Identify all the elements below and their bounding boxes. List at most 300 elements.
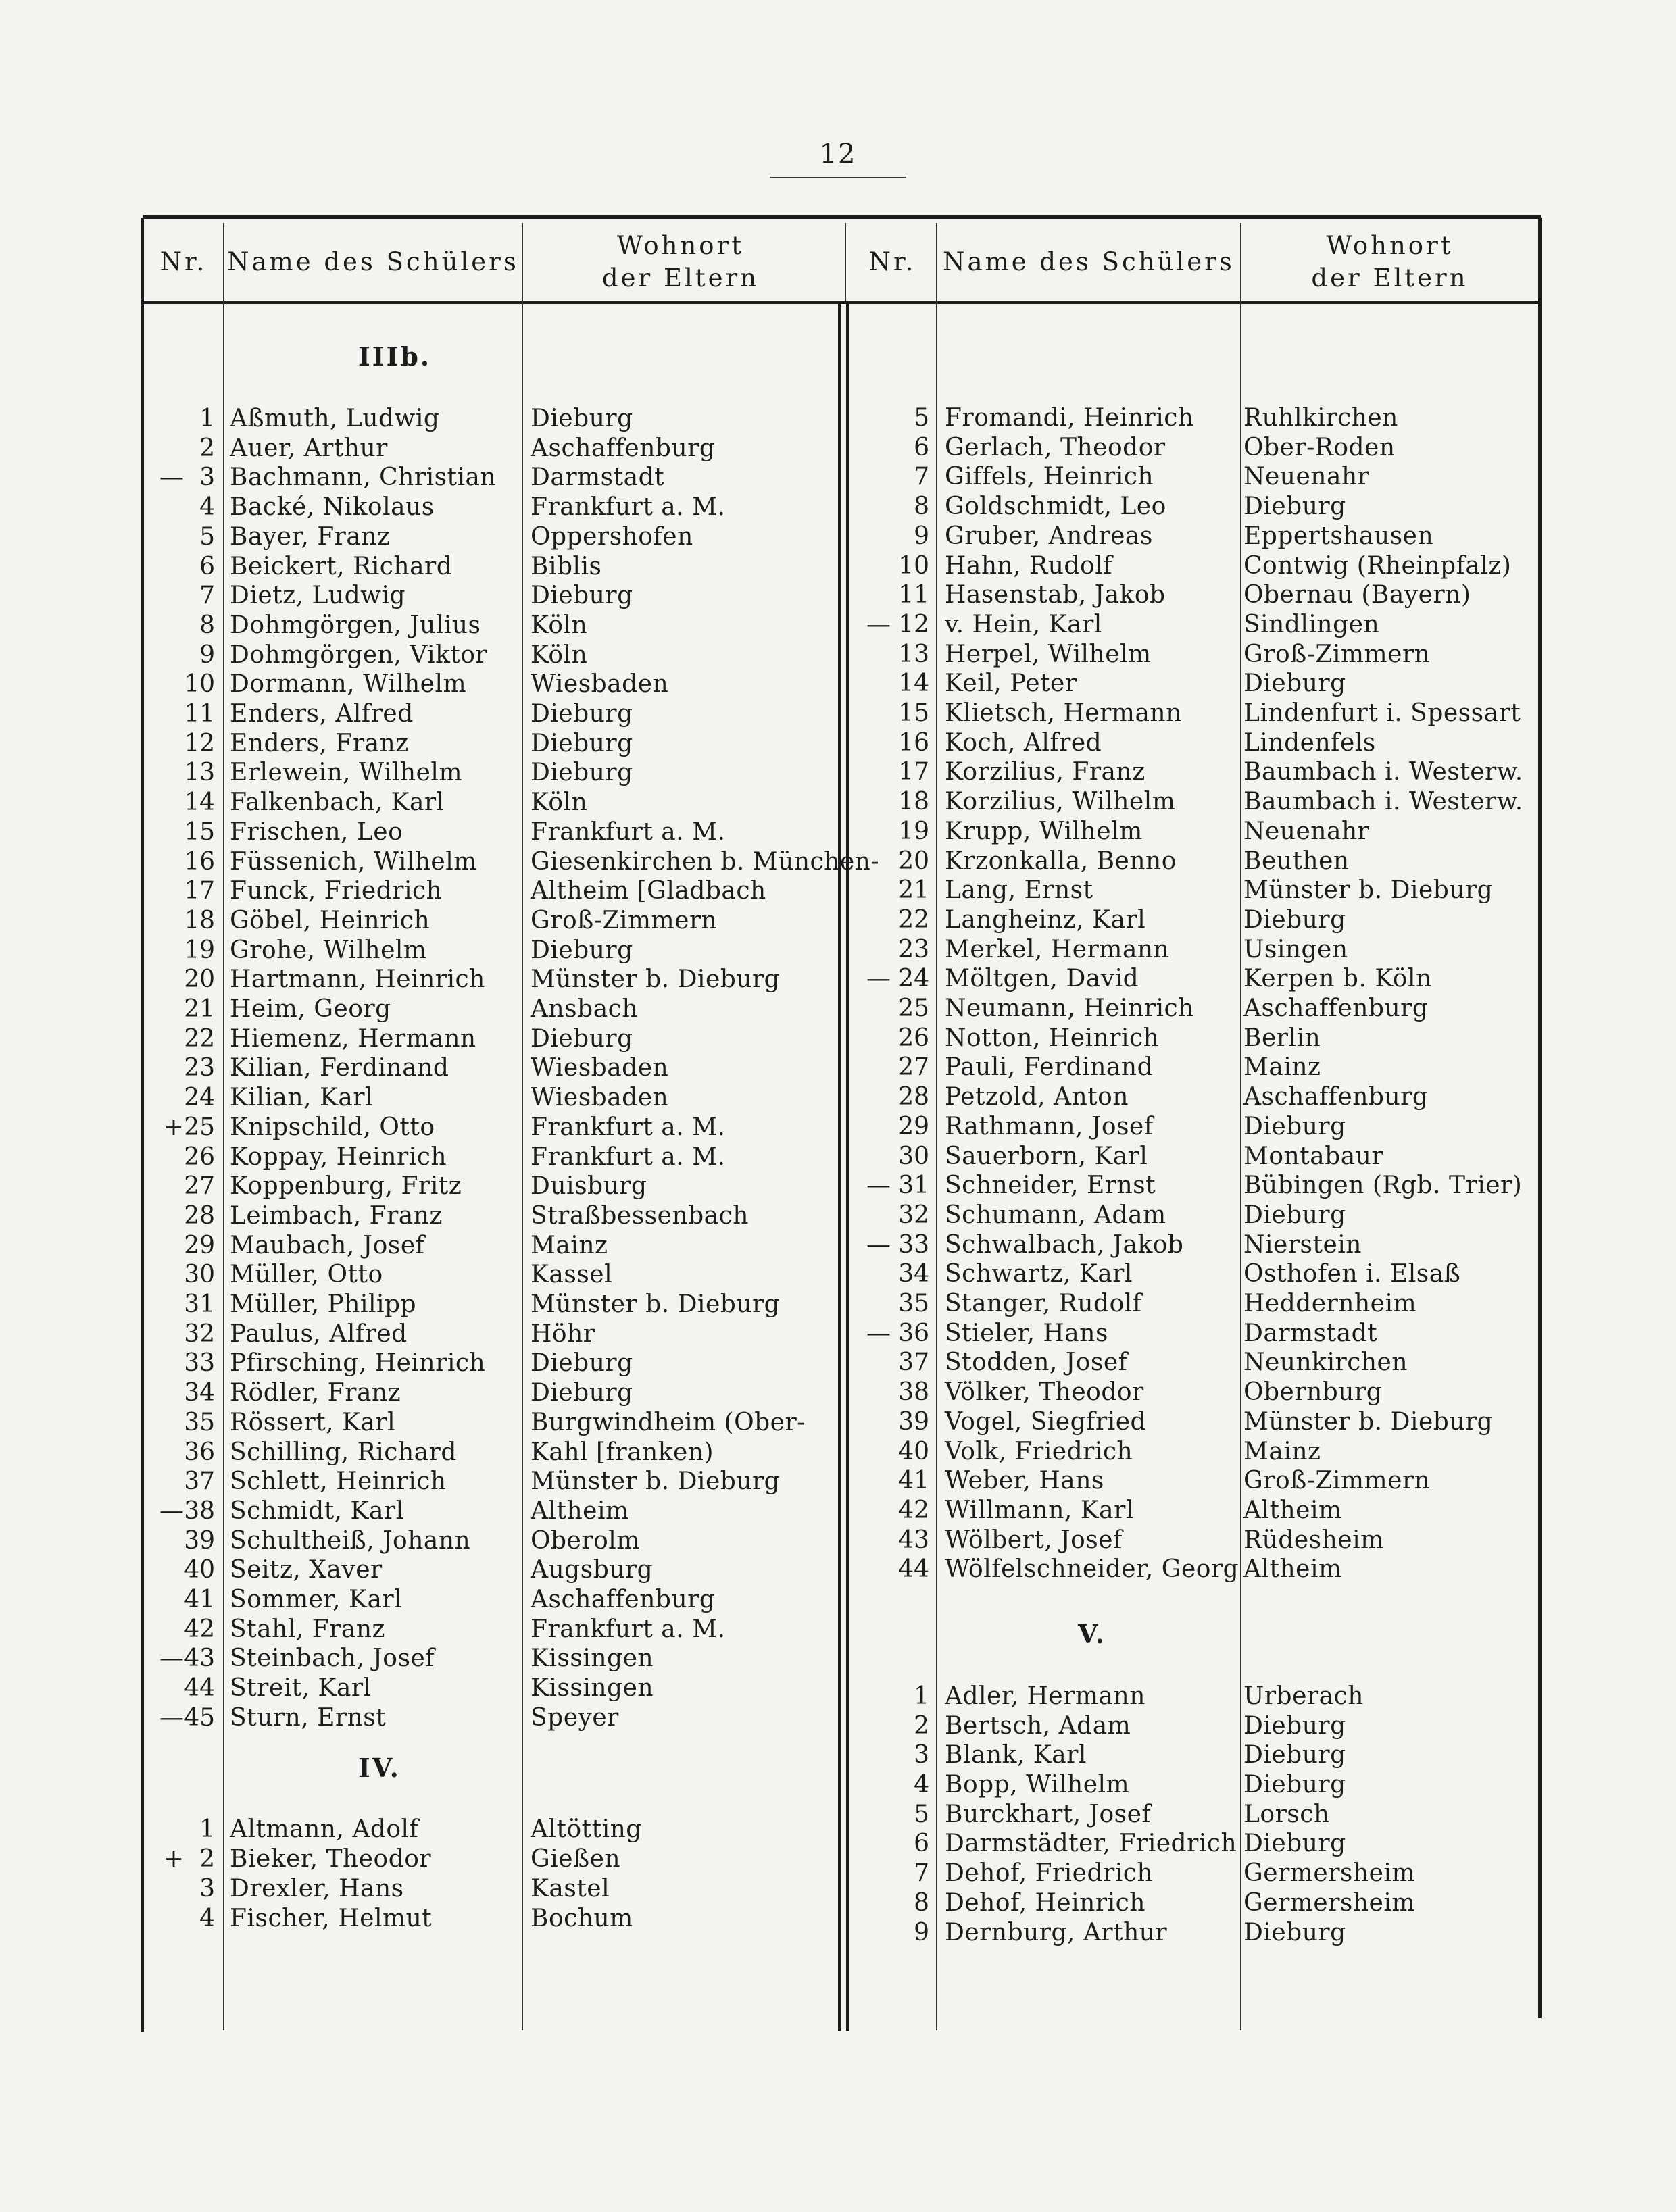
student-name: Aßmuth, Ludwig bbox=[230, 405, 440, 432]
row-number: 19 bbox=[184, 936, 215, 964]
parents-residence: Darmstadt bbox=[1243, 1319, 1378, 1347]
deceased-mark: — bbox=[159, 1704, 184, 1732]
row-number: 5 bbox=[914, 1801, 929, 1828]
row-number: 24 bbox=[184, 1084, 215, 1111]
row-number: 38 bbox=[184, 1497, 215, 1525]
parents-residence: Neuenahr bbox=[1243, 818, 1370, 845]
student-name: Volk, Friedrich bbox=[945, 1438, 1133, 1465]
row-number: 4 bbox=[199, 493, 215, 521]
row-number: 10 bbox=[184, 670, 215, 698]
parents-residence: Lindenfurt i. Spessart bbox=[1243, 699, 1521, 727]
row-number: 14 bbox=[184, 788, 215, 816]
parents-residence: Wiesbaden bbox=[531, 1054, 669, 1082]
parents-residence: Münster b. Dieburg bbox=[531, 1467, 781, 1495]
student-name: Maubach, Josef bbox=[230, 1232, 425, 1259]
row-number: 17 bbox=[898, 758, 929, 786]
row-number: 37 bbox=[898, 1349, 929, 1376]
header-residence-line2: der Eltern bbox=[1311, 263, 1469, 293]
row-number: 32 bbox=[184, 1320, 215, 1348]
student-name: Willmann, Karl bbox=[945, 1497, 1134, 1524]
student-name: Koch, Alfred bbox=[945, 729, 1102, 757]
parents-residence: Frankfurt a. M. bbox=[531, 818, 726, 846]
row-number: 40 bbox=[184, 1556, 215, 1584]
row-number: 33 bbox=[898, 1231, 929, 1259]
parents-residence: Ruhlkirchen bbox=[1243, 404, 1398, 432]
parents-residence: Burgwindheim (Ober- bbox=[531, 1409, 806, 1436]
parents-residence: Kassel bbox=[531, 1261, 613, 1288]
parents-residence: Dieburg bbox=[1243, 906, 1346, 934]
middle-double-rule bbox=[838, 301, 841, 2031]
student-name: Gruber, Andreas bbox=[945, 522, 1153, 550]
student-name: Funck, Friedrich bbox=[230, 877, 443, 905]
parents-residence: Dieburg bbox=[1243, 493, 1346, 520]
row-number: 41 bbox=[184, 1586, 215, 1613]
parents-residence: Höhr bbox=[531, 1320, 595, 1348]
parents-residence: Köln bbox=[531, 641, 588, 669]
row-number: 21 bbox=[898, 876, 929, 904]
parents-residence: Münster b. Dieburg bbox=[531, 1290, 781, 1318]
student-name: Erlewein, Wilhelm bbox=[230, 759, 463, 786]
student-name: Streit, Karl bbox=[230, 1674, 372, 1702]
student-name: Rathmann, Josef bbox=[945, 1113, 1154, 1140]
row-number: 11 bbox=[898, 581, 929, 609]
student-name: Vogel, Siegfried bbox=[945, 1408, 1147, 1436]
row-number: 44 bbox=[184, 1674, 215, 1702]
header-name-label: Name des Schülers bbox=[227, 247, 519, 276]
deceased-mark: + bbox=[163, 1845, 184, 1873]
parents-residence: Lindenfels bbox=[1243, 729, 1376, 757]
row-number: 25 bbox=[184, 1113, 215, 1141]
row-number: 45 bbox=[184, 1704, 215, 1732]
student-name: Bayer, Franz bbox=[230, 523, 391, 551]
student-name: Schneider, Ernst bbox=[945, 1172, 1156, 1199]
row-number: 4 bbox=[199, 1905, 215, 1932]
row-number: 25 bbox=[898, 995, 929, 1022]
student-name: Steinbach, Josef bbox=[230, 1644, 435, 1672]
header-name-right bbox=[937, 223, 1240, 301]
row-number: 21 bbox=[184, 995, 215, 1023]
student-name: Hiemenz, Hermann bbox=[230, 1025, 476, 1053]
row-number: 24 bbox=[898, 965, 929, 992]
row-number: 34 bbox=[184, 1379, 215, 1407]
student-name: Schmidt, Karl bbox=[230, 1497, 404, 1525]
header-nr-left bbox=[144, 223, 223, 301]
student-name: Dohmgörgen, Viktor bbox=[230, 641, 488, 669]
student-name: Burckhart, Josef bbox=[945, 1801, 1152, 1828]
student-name: Leimbach, Franz bbox=[230, 1202, 443, 1230]
row-number: 5 bbox=[914, 404, 929, 432]
parents-residence: Frankfurt a. M. bbox=[531, 1143, 726, 1171]
parents-residence: Berlin bbox=[1243, 1024, 1321, 1052]
column-divider bbox=[522, 223, 523, 2030]
student-name: Korzilius, Wilhelm bbox=[945, 788, 1176, 815]
row-number: 3 bbox=[914, 1741, 929, 1769]
row-number: 2 bbox=[199, 1845, 215, 1873]
parents-residence: Altheim bbox=[1243, 1555, 1342, 1583]
parents-residence: Oppershofen bbox=[531, 523, 693, 551]
row-number: 34 bbox=[898, 1260, 929, 1288]
header-bottom-rule bbox=[143, 301, 1541, 304]
parents-residence: Ober-Roden bbox=[1243, 434, 1396, 461]
parents-residence: Kastel bbox=[531, 1875, 610, 1903]
row-number: 43 bbox=[184, 1644, 215, 1672]
header-nr-right bbox=[849, 223, 936, 301]
student-name: Falkenbach, Karl bbox=[230, 788, 445, 816]
header-residence-line1: Wohnort bbox=[616, 230, 745, 260]
student-name: Stieler, Hans bbox=[945, 1319, 1108, 1347]
row-number: 12 bbox=[898, 611, 929, 638]
deceased-mark: + bbox=[163, 1113, 184, 1141]
parents-residence: Mainz bbox=[531, 1232, 608, 1259]
parents-residence: Aschaffenburg bbox=[1243, 1083, 1429, 1111]
parents-residence: Dieburg bbox=[531, 1379, 633, 1407]
student-name: Adler, Hermann bbox=[945, 1682, 1145, 1710]
student-name: Gerlach, Theodor bbox=[945, 434, 1166, 461]
page-number-rule bbox=[770, 177, 906, 178]
row-number: 33 bbox=[184, 1349, 215, 1377]
parents-residence: Dieburg bbox=[531, 759, 633, 786]
student-name: Kilian, Ferdinand bbox=[230, 1054, 449, 1082]
parents-residence: Groß-Zimmern bbox=[1243, 640, 1431, 668]
section-title: IV. bbox=[358, 1752, 401, 1783]
row-number: 40 bbox=[898, 1438, 929, 1465]
parents-residence: Münster b. Dieburg bbox=[1243, 876, 1494, 904]
row-number: 31 bbox=[898, 1172, 929, 1199]
student-name: Stahl, Franz bbox=[230, 1615, 385, 1643]
row-number: 41 bbox=[898, 1467, 929, 1494]
row-number: 9 bbox=[914, 522, 929, 550]
header-residence-line2: der Eltern bbox=[601, 263, 760, 293]
parents-residence: Kerpen b. Köln bbox=[1243, 965, 1432, 992]
parents-residence: Nierstein bbox=[1243, 1231, 1362, 1259]
parents-residence: Kissingen bbox=[531, 1674, 654, 1702]
parents-residence: Obernburg bbox=[1243, 1378, 1383, 1406]
student-name: Koppay, Heinrich bbox=[230, 1143, 447, 1171]
student-name: Koppenburg, Fritz bbox=[230, 1172, 462, 1200]
row-number: 43 bbox=[898, 1526, 929, 1554]
parents-residence: Köln bbox=[531, 611, 588, 639]
row-number: 32 bbox=[898, 1201, 929, 1229]
parents-residence: Duisburg bbox=[531, 1172, 647, 1200]
row-number: 28 bbox=[898, 1083, 929, 1111]
row-number: 36 bbox=[184, 1438, 215, 1466]
page-number: 12 bbox=[819, 139, 857, 170]
row-number: 8 bbox=[914, 1889, 929, 1917]
row-number: 22 bbox=[184, 1025, 215, 1053]
student-name: Schilling, Richard bbox=[230, 1438, 457, 1466]
student-name: Neumann, Heinrich bbox=[945, 995, 1194, 1022]
row-number: 11 bbox=[184, 700, 215, 728]
row-number: 15 bbox=[898, 699, 929, 727]
deceased-mark: — bbox=[866, 1319, 891, 1347]
student-name: Beickert, Richard bbox=[230, 553, 453, 580]
student-name: Sturn, Ernst bbox=[230, 1704, 387, 1732]
parents-residence: Heddernheim bbox=[1243, 1290, 1417, 1317]
parents-residence: Altheim bbox=[531, 1497, 629, 1525]
row-number: 26 bbox=[184, 1143, 215, 1171]
parents-residence: Giesenkirchen b. München- bbox=[531, 848, 880, 876]
parents-residence: Frankfurt a. M. bbox=[531, 1113, 726, 1141]
header-residence-right bbox=[1241, 223, 1538, 301]
row-number: 8 bbox=[914, 493, 929, 520]
parents-residence: Ansbach bbox=[531, 995, 639, 1023]
student-name: v. Hein, Karl bbox=[945, 611, 1102, 638]
student-name: Rössert, Karl bbox=[230, 1409, 396, 1436]
parents-residence: Dieburg bbox=[531, 1349, 633, 1377]
parents-residence: Aschaffenburg bbox=[531, 1586, 716, 1613]
student-name: Keil, Peter bbox=[945, 670, 1077, 697]
student-name: Sauerborn, Karl bbox=[945, 1142, 1148, 1170]
row-number: 6 bbox=[914, 1830, 929, 1857]
parents-residence: Germersheim bbox=[1243, 1889, 1416, 1917]
row-number: 30 bbox=[898, 1142, 929, 1170]
student-name: Müller, Philipp bbox=[230, 1290, 417, 1318]
parents-residence: Lorsch bbox=[1243, 1801, 1330, 1828]
parents-residence: Dieburg bbox=[1243, 1113, 1346, 1140]
student-name: Krzonkalla, Benno bbox=[945, 847, 1177, 875]
parents-residence: Neuenahr bbox=[1243, 463, 1370, 491]
parents-residence: Münster b. Dieburg bbox=[531, 965, 781, 993]
parents-residence: Groß-Zimmern bbox=[531, 907, 718, 934]
parents-residence: Beuthen bbox=[1243, 847, 1350, 875]
row-number: 20 bbox=[184, 965, 215, 993]
student-name: Bertsch, Adam bbox=[945, 1712, 1131, 1740]
parents-residence: Münster b. Dieburg bbox=[1243, 1408, 1494, 1436]
student-name: Möltgen, David bbox=[945, 965, 1139, 992]
student-name: Göbel, Heinrich bbox=[230, 907, 430, 934]
student-name: Frischen, Leo bbox=[230, 818, 403, 846]
row-number: 5 bbox=[199, 523, 215, 551]
section-title: IIIb. bbox=[358, 341, 432, 372]
row-number: 23 bbox=[898, 936, 929, 963]
parents-residence: Baumbach i. Westerw. bbox=[1243, 758, 1523, 786]
parents-residence: Bochum bbox=[531, 1905, 633, 1932]
parents-residence: Kissingen bbox=[531, 1644, 654, 1672]
student-name: Rödler, Franz bbox=[230, 1379, 401, 1407]
student-name: Herpel, Wilhelm bbox=[945, 640, 1152, 668]
student-name: Füssenich, Wilhelm bbox=[230, 848, 477, 876]
row-number: 1 bbox=[914, 1682, 929, 1710]
student-name: Schultheiß, Johann bbox=[230, 1527, 471, 1555]
row-number: 42 bbox=[184, 1615, 215, 1643]
student-name: Stanger, Rudolf bbox=[945, 1290, 1142, 1317]
parents-residence: Mainz bbox=[1243, 1053, 1321, 1081]
student-name: Backé, Nikolaus bbox=[230, 493, 435, 521]
row-number: 31 bbox=[184, 1290, 215, 1318]
row-number: 30 bbox=[184, 1261, 215, 1288]
row-number: 3 bbox=[199, 463, 215, 491]
parents-residence: Dieburg bbox=[531, 582, 633, 609]
header-name-left bbox=[224, 223, 522, 301]
deceased-mark: — bbox=[159, 1497, 184, 1525]
row-number: 1 bbox=[199, 1815, 215, 1843]
row-number: 13 bbox=[184, 759, 215, 786]
row-number: 18 bbox=[898, 788, 929, 815]
student-name: Wölfelschneider, Georg bbox=[945, 1555, 1239, 1583]
parents-residence: Dieburg bbox=[531, 700, 633, 728]
student-name: Petzold, Anton bbox=[945, 1083, 1129, 1111]
parents-residence: Urberach bbox=[1243, 1682, 1364, 1710]
row-number: 17 bbox=[184, 877, 215, 905]
row-number: 42 bbox=[898, 1497, 929, 1524]
row-number: 9 bbox=[914, 1919, 929, 1946]
middle-double-rule bbox=[846, 301, 849, 2031]
parents-residence: Augsburg bbox=[531, 1556, 654, 1584]
student-name: Stodden, Josef bbox=[945, 1349, 1128, 1376]
row-number: 15 bbox=[184, 818, 215, 846]
student-name: Hartmann, Heinrich bbox=[230, 965, 485, 993]
parents-residence: Altheim [Gladbach bbox=[531, 877, 766, 905]
row-number: 7 bbox=[199, 582, 215, 609]
parents-residence: Dieburg bbox=[1243, 1712, 1346, 1740]
row-number: 14 bbox=[898, 670, 929, 697]
deceased-mark: — bbox=[866, 1172, 891, 1199]
parents-residence: Dieburg bbox=[1243, 1830, 1346, 1857]
parents-residence: Osthofen i. Elsaß bbox=[1243, 1260, 1461, 1288]
student-name: Sommer, Karl bbox=[230, 1586, 403, 1613]
header-residence-line1: Wohnort bbox=[1326, 230, 1454, 260]
parents-residence: Groß-Zimmern bbox=[1243, 1467, 1431, 1494]
parents-residence: Contwig (Rheinpfalz) bbox=[1243, 552, 1512, 580]
parents-residence: Bübingen (Rgb. Trier) bbox=[1243, 1172, 1523, 1199]
student-name: Dehof, Heinrich bbox=[945, 1889, 1145, 1917]
student-name: Völker, Theodor bbox=[945, 1378, 1144, 1406]
student-name: Klietsch, Hermann bbox=[945, 699, 1182, 727]
student-name: Seitz, Xaver bbox=[230, 1556, 383, 1584]
student-name: Bachmann, Christian bbox=[230, 463, 497, 491]
student-name: Wölbert, Josef bbox=[945, 1526, 1123, 1554]
header-residence-left bbox=[523, 223, 838, 301]
section-title: V. bbox=[1078, 1619, 1107, 1649]
column-divider bbox=[845, 223, 846, 301]
student-name: Hasenstab, Jakob bbox=[945, 581, 1166, 609]
parents-residence: Rüdesheim bbox=[1243, 1526, 1384, 1554]
student-name: Kilian, Karl bbox=[230, 1084, 374, 1111]
student-name: Giffels, Heinrich bbox=[945, 463, 1154, 491]
student-name: Paulus, Alfred bbox=[230, 1320, 408, 1348]
row-number: 29 bbox=[898, 1113, 929, 1140]
row-number: 6 bbox=[199, 553, 215, 580]
column-divider bbox=[936, 223, 937, 2030]
parents-residence: Dieburg bbox=[1243, 670, 1346, 697]
deceased-mark: — bbox=[866, 1231, 891, 1259]
row-number: 44 bbox=[898, 1555, 929, 1583]
deceased-mark: — bbox=[159, 463, 184, 491]
row-number: 3 bbox=[199, 1875, 215, 1903]
student-name: Merkel, Hermann bbox=[945, 936, 1170, 963]
row-number: 7 bbox=[914, 1859, 929, 1887]
parents-residence: Aschaffenburg bbox=[531, 434, 716, 462]
row-number: 29 bbox=[184, 1232, 215, 1259]
parents-residence: Montabaur bbox=[1243, 1142, 1384, 1170]
parents-residence: Dieburg bbox=[1243, 1741, 1346, 1769]
parents-residence: Aschaffenburg bbox=[1243, 995, 1429, 1022]
row-number: 27 bbox=[184, 1172, 215, 1200]
student-name: Enders, Alfred bbox=[230, 700, 414, 728]
table-right-rule bbox=[1538, 218, 1542, 2018]
student-name: Dormann, Wilhelm bbox=[230, 670, 467, 698]
deceased-mark: — bbox=[866, 611, 891, 638]
student-name: Notton, Heinrich bbox=[945, 1024, 1160, 1052]
student-name: Blank, Karl bbox=[945, 1741, 1087, 1769]
parents-residence: Köln bbox=[531, 788, 588, 816]
row-number: 22 bbox=[898, 906, 929, 934]
student-name: Goldschmidt, Leo bbox=[945, 493, 1166, 520]
row-number: 35 bbox=[184, 1409, 215, 1436]
parents-residence: Altheim bbox=[1243, 1497, 1342, 1524]
parents-residence: Altötting bbox=[531, 1815, 642, 1843]
row-number: 28 bbox=[184, 1202, 215, 1230]
row-number: 13 bbox=[898, 640, 929, 668]
student-name: Drexler, Hans bbox=[230, 1875, 404, 1903]
header-nr-label: Nr. bbox=[868, 247, 916, 276]
student-name: Fromandi, Heinrich bbox=[945, 404, 1194, 432]
row-number: 10 bbox=[898, 552, 929, 580]
student-name: Dehof, Friedrich bbox=[945, 1859, 1154, 1887]
student-name: Krupp, Wilhelm bbox=[945, 818, 1143, 845]
student-name: Pauli, Ferdinand bbox=[945, 1053, 1154, 1081]
parents-residence: Wiesbaden bbox=[531, 670, 669, 698]
student-name: Darmstädter, Friedrich bbox=[945, 1830, 1237, 1857]
student-name: Dietz, Ludwig bbox=[230, 582, 406, 609]
row-number: 39 bbox=[898, 1408, 929, 1436]
row-number: 16 bbox=[898, 729, 929, 757]
parents-residence: Straßbessenbach bbox=[531, 1202, 749, 1230]
parents-residence: Baumbach i. Westerw. bbox=[1243, 788, 1523, 815]
parents-residence: Neunkirchen bbox=[1243, 1349, 1408, 1376]
student-name: Fischer, Helmut bbox=[230, 1905, 433, 1932]
parents-residence: Dieburg bbox=[531, 730, 633, 757]
student-name: Bopp, Wilhelm bbox=[945, 1771, 1130, 1799]
row-number: 19 bbox=[898, 818, 929, 845]
parents-residence: Biblis bbox=[531, 553, 602, 580]
deceased-mark: — bbox=[159, 1644, 184, 1672]
row-number: 20 bbox=[898, 847, 929, 875]
row-number: 12 bbox=[184, 730, 215, 757]
row-number: 38 bbox=[898, 1378, 929, 1406]
student-name: Grohe, Wilhelm bbox=[230, 936, 427, 964]
student-name: Enders, Franz bbox=[230, 730, 409, 757]
student-name: Schlett, Heinrich bbox=[230, 1467, 447, 1495]
student-name: Schwalbach, Jakob bbox=[945, 1231, 1184, 1259]
student-name: Dernburg, Arthur bbox=[945, 1919, 1168, 1946]
student-name: Korzilius, Franz bbox=[945, 758, 1145, 786]
header-name-label: Name des Schülers bbox=[943, 247, 1235, 276]
row-number: 36 bbox=[898, 1319, 929, 1347]
student-name: Müller, Otto bbox=[230, 1261, 383, 1288]
parents-residence: Dieburg bbox=[1243, 1919, 1346, 1946]
row-number: 6 bbox=[914, 434, 929, 461]
row-number: 37 bbox=[184, 1467, 215, 1495]
parents-residence: Sindlingen bbox=[1243, 611, 1380, 638]
parents-residence: Gießen bbox=[531, 1845, 621, 1873]
header-nr-label: Nr. bbox=[159, 247, 207, 276]
student-name: Knipschild, Otto bbox=[230, 1113, 435, 1141]
row-number: 8 bbox=[199, 611, 215, 639]
student-name: Schwartz, Karl bbox=[945, 1260, 1133, 1288]
parents-residence: Oberolm bbox=[531, 1527, 640, 1555]
parents-residence: Frankfurt a. M. bbox=[531, 1615, 726, 1643]
row-number: 7 bbox=[914, 463, 929, 491]
student-name: Altmann, Adolf bbox=[230, 1815, 419, 1843]
student-name: Heim, Georg bbox=[230, 995, 391, 1023]
row-number: 27 bbox=[898, 1053, 929, 1081]
row-number: 18 bbox=[184, 907, 215, 934]
parents-residence: Obernau (Bayern) bbox=[1243, 581, 1471, 609]
parents-residence: Darmstadt bbox=[531, 463, 665, 491]
row-number: 2 bbox=[199, 434, 215, 462]
student-name: Dohmgörgen, Julius bbox=[230, 611, 481, 639]
